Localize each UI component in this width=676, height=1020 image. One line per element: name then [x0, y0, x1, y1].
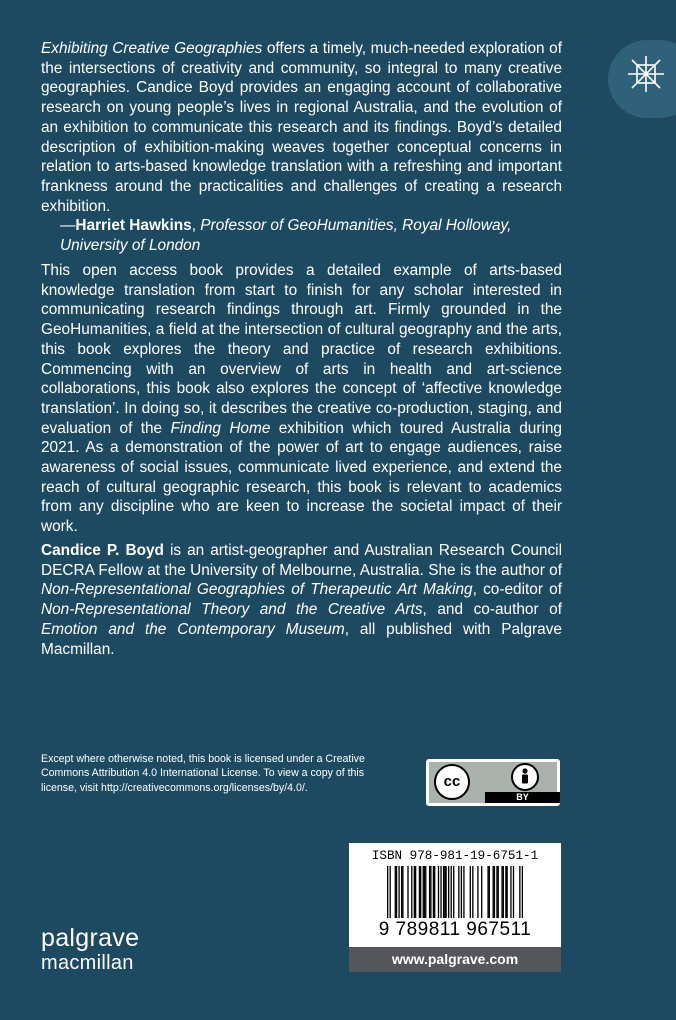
barcode-bar	[415, 866, 416, 918]
attribution-separator: ,	[191, 217, 201, 235]
barcode-bar	[402, 866, 403, 918]
endorser-name: Harriet Hawkins	[75, 217, 192, 235]
barcode-bar	[510, 866, 511, 918]
barcode-bar	[423, 866, 424, 918]
barcode-bar	[501, 866, 502, 918]
barcode-bar	[411, 866, 412, 918]
palgrave-badge	[608, 40, 676, 118]
barcode-bar	[398, 866, 399, 918]
barcode-bar	[445, 866, 446, 918]
bio-text-4: , all published with Palgrave Macmillan.	[41, 620, 562, 658]
barcode-bar	[420, 866, 421, 918]
barcode-bar	[489, 866, 490, 918]
bio-text-1: is an artist-geographer and Australian Research Council DECRA Fellow at the University of Melbourne, Australia. She is the author of	[41, 542, 562, 579]
bio-book-1: Non-Representational Geographies of Therapeutic Art Making	[41, 581, 473, 599]
barcode-bar	[448, 866, 449, 918]
barcode-bar	[396, 866, 397, 918]
bio-book-2: Non-Representational Theory and the Creative Arts	[41, 601, 423, 619]
barcode-bar	[503, 866, 504, 918]
barcode-bar	[470, 866, 471, 918]
cc-badge-panel	[429, 762, 557, 803]
description-paragraph	[41, 261, 562, 537]
author-bio-paragraph	[41, 541, 562, 659]
barcode-bar	[458, 866, 459, 918]
barcode-bar	[451, 866, 452, 918]
barcode-bar	[434, 866, 435, 918]
endorser-affiliation: Professor of GeoHumanities, Royal Holloway, University of London	[60, 217, 512, 255]
endorsement-body: offers a timely, much-needed exploration of the intersections of creativity and community, so integral to many creative geographies. Candice Boyd provides an engaging account of collaborative research on young people’s lives in regional Australia, and the evolution of an exhibition to communicate this research and its findings. Boyd’s detailed description of exhibition-making weaves together conceptual concerns in relation to arts-based knowledge translation with a refreshing and important frankness around the practicalities and challenges of creating a research exhibition.	[41, 40, 562, 215]
barcode-bar	[438, 866, 439, 918]
palgrave-snowflake-icon	[626, 54, 666, 94]
by-attribution-icon	[511, 763, 539, 791]
barcode-digits: 9 789811 967511	[378, 919, 532, 940]
barcode-bar	[463, 866, 464, 918]
barcode-bar	[429, 866, 430, 918]
barcode-bar	[443, 866, 444, 918]
barcode-bar	[444, 866, 445, 918]
barcode-bar	[419, 866, 420, 918]
barcode-bar	[493, 866, 494, 918]
barcode-bar	[522, 866, 523, 918]
barcode-bar	[440, 866, 441, 918]
barcode-bar	[487, 866, 488, 918]
author-bio	[41, 541, 562, 659]
exhibition-title: Finding Home	[170, 419, 271, 437]
barcode-bar	[494, 866, 495, 918]
endorsement-text	[41, 39, 562, 216]
bio-text-3: , and co-author of	[422, 601, 562, 619]
barcode-bar	[401, 866, 402, 918]
barcode-box	[349, 843, 561, 972]
barcode-bar	[513, 866, 514, 918]
barcode-bar	[505, 866, 506, 918]
description-text-2: exhibition which toured Australia during 2021. As a demonstration of the power of art to engage audiences, raise awareness of social issues, communicate lived experience, and extend the reach of cultural geographic research, this book is relevant to academics from any discipline who are keen to increase the societal impact of their work.	[41, 419, 562, 536]
website-link[interactable]: www.palgrave.com	[349, 947, 561, 972]
bio-text-2: , co-editor of	[472, 581, 562, 599]
cc-by-badge	[426, 759, 560, 806]
barcode-bar	[407, 866, 408, 918]
endorsement-quote	[41, 39, 562, 256]
barcode-bar	[506, 866, 507, 918]
barcode-bar	[472, 866, 473, 918]
book-title: Exhibiting Creative Geographies	[41, 40, 263, 57]
barcode-bar	[433, 866, 434, 918]
barcode-bar	[430, 866, 431, 918]
isbn-label: ISBN 978-981-19-6751-1	[371, 849, 539, 863]
publisher-logo-palgrave: palgrave	[41, 924, 140, 952]
barcode-bar	[387, 866, 388, 918]
publisher-logo-macmillan: macmillan	[41, 952, 134, 974]
by-label: BY	[485, 792, 560, 803]
barcode-bar	[424, 866, 425, 918]
barcode-bar	[461, 866, 462, 918]
barcode-bar	[477, 866, 478, 918]
barcode-bar	[395, 866, 396, 918]
barcode-bar	[425, 866, 426, 918]
description-text-1: This open access book provides a detailed example of arts-based knowledge translation from start to finish for any scholar interested in communicating research findings through art. Firmly grounded in the GeoHumanities, a field at the intersection of cultural geography and the arts, this book explores the theory and practice of research exhibitions. Commencing with an overview of arts in health and art-science collaborations, this book also explores the concept of ‘affective knowledge translation’. In doing so, it describes the creative co-production, staging, and evaluation of the	[41, 262, 562, 437]
author-name: Candice P. Boyd	[41, 542, 164, 559]
barcode-bar	[498, 866, 499, 918]
endorsement-attribution	[41, 216, 562, 255]
license-notice: Except where otherwise noted, this book is licensed under a Creative Commons Attribution 4.0 International License. To view a copy of this license, visit http://creativecommons.org/licenses/by/4.0/.	[41, 753, 365, 794]
barcode-image	[387, 866, 523, 918]
barcode-bar	[390, 866, 391, 918]
barcode-bar	[519, 866, 520, 918]
attribution-dash: —	[60, 217, 76, 235]
cc-icon: cc	[434, 764, 470, 800]
barcode-bar	[453, 866, 454, 918]
bio-book-3: Emotion and the Contemporary Museum	[41, 620, 345, 638]
barcode-bar	[496, 866, 497, 918]
barcode-bar	[481, 866, 482, 918]
book-description	[41, 261, 562, 537]
barcode-bar	[414, 866, 415, 918]
